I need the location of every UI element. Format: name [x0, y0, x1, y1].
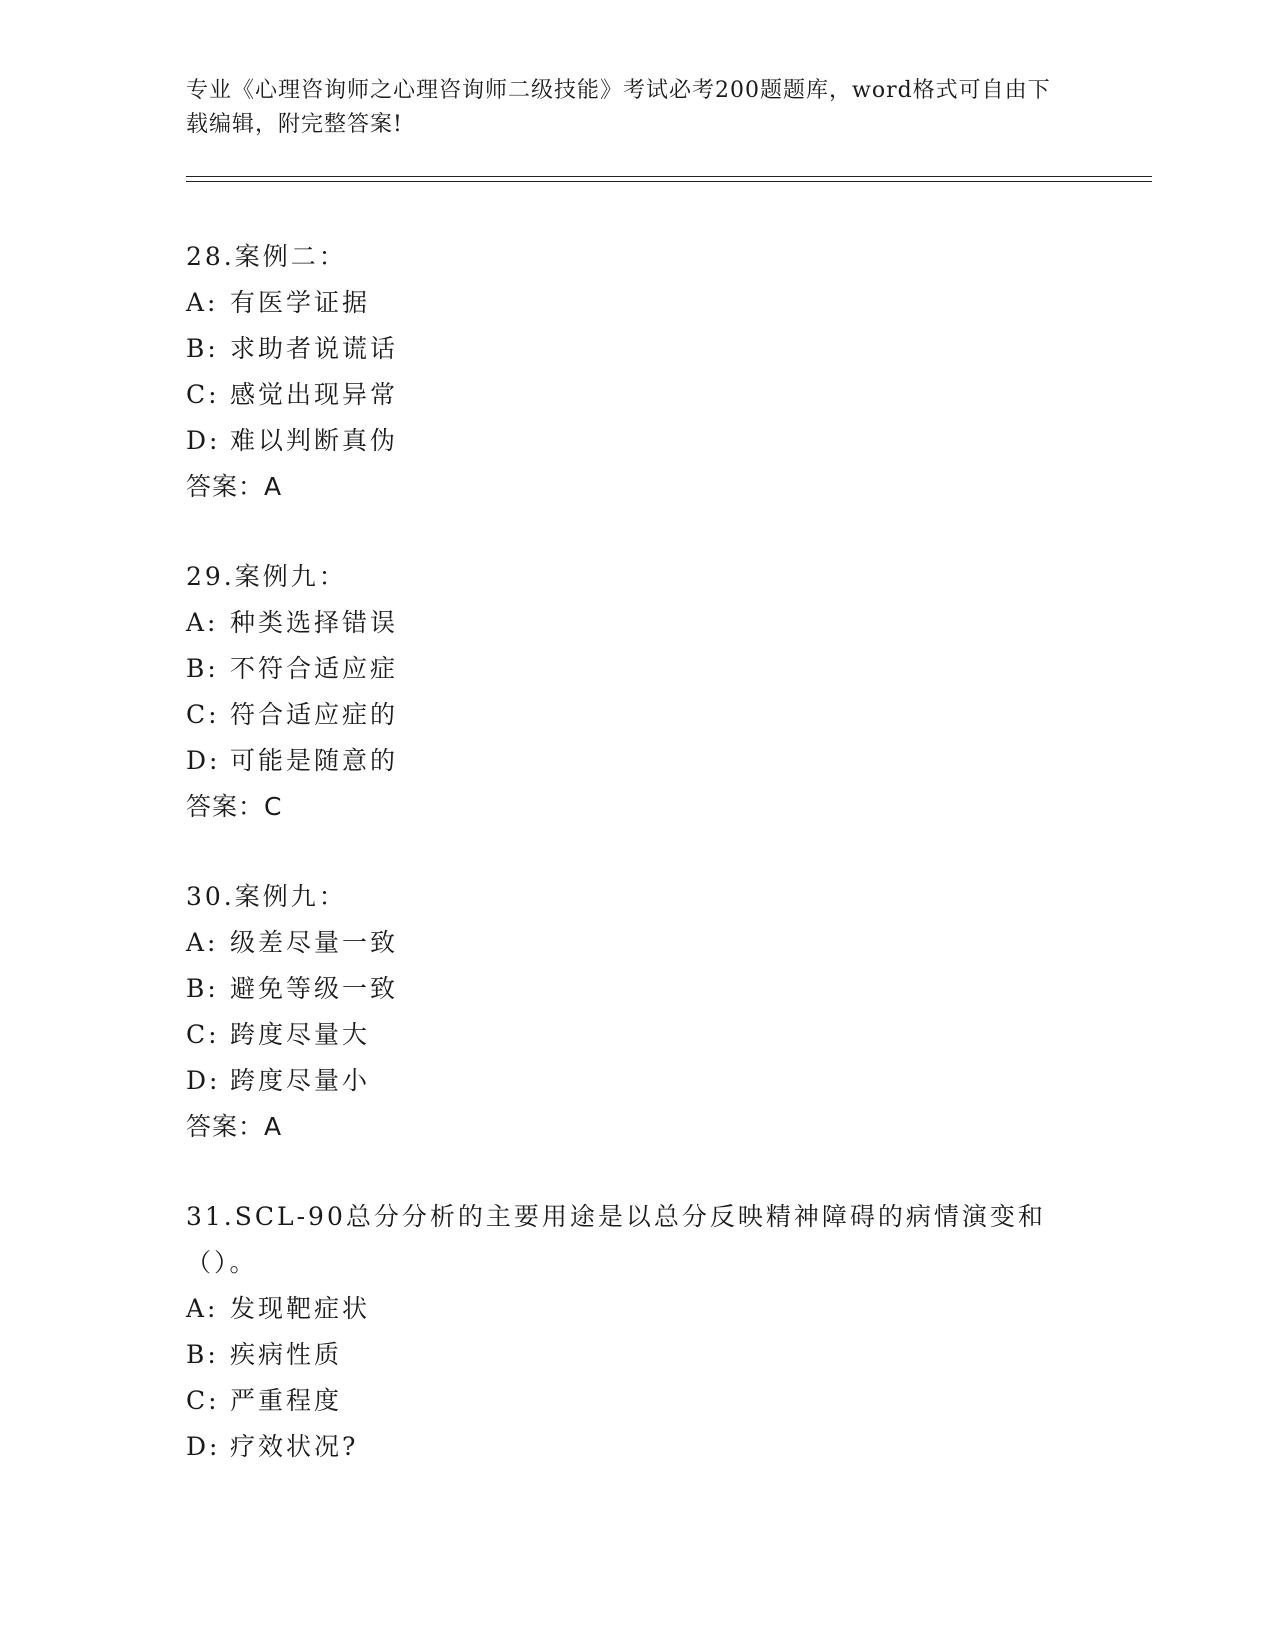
option-text: 有医学证据 — [230, 288, 371, 317]
option-a — [186, 600, 1086, 646]
option-text: 难以判断真伪 — [230, 426, 399, 455]
option-d — [186, 738, 1086, 784]
option-text: 符合适应症的 — [230, 700, 399, 729]
option-b — [186, 326, 1086, 372]
option-letter: C: — [186, 1020, 220, 1049]
question-30 — [186, 874, 1086, 1150]
option-c — [186, 1012, 1086, 1058]
option-c — [186, 692, 1086, 738]
option-text: 感觉出现异常 — [230, 380, 399, 409]
option-b — [186, 966, 1086, 1012]
option-text: 跨度尽量大 — [230, 1020, 371, 1049]
option-text: 避免等级一致 — [230, 974, 399, 1003]
option-letter: C: — [186, 700, 220, 729]
option-letter: C: — [186, 1386, 220, 1415]
header-rule-top — [186, 176, 1152, 177]
header-text: 专业《心理咨询师之心理咨询师二级技能》考试必考200题题库，word格式可自由下载编辑，附完整答案! — [186, 78, 1051, 137]
option-a — [186, 1286, 1086, 1332]
option-c — [186, 1378, 1086, 1424]
option-text: 疾病性质 — [230, 1340, 343, 1369]
option-b — [186, 1332, 1086, 1378]
option-text: 可能是随意的 — [230, 746, 399, 775]
question-31 — [186, 1194, 1086, 1470]
question-stem: 31.SCL-90总分分析的主要用途是以总分反映精神障碍的病情演变和（）。 — [186, 1202, 1046, 1277]
option-letter: A: — [186, 608, 219, 637]
option-d — [186, 1058, 1086, 1104]
option-letter: D: — [186, 1066, 221, 1095]
answer-line: 答案：A — [186, 1112, 283, 1141]
option-letter: B: — [186, 1340, 219, 1369]
option-d — [186, 1424, 1086, 1470]
question-stem: 28.案例二： — [186, 242, 347, 271]
option-letter: B: — [186, 974, 219, 1003]
question-stem: 30.案例九： — [186, 882, 347, 911]
answer-line: 答案：A — [186, 472, 283, 501]
option-b — [186, 646, 1086, 692]
option-letter: B: — [186, 334, 219, 363]
option-letter: B: — [186, 654, 219, 683]
option-text: 跨度尽量小 — [230, 1066, 371, 1095]
document-header — [186, 74, 1066, 142]
option-text: 严重程度 — [230, 1386, 343, 1415]
question-28 — [186, 234, 1086, 510]
option-letter: A: — [186, 288, 219, 317]
option-letter: A: — [186, 928, 219, 957]
option-c — [186, 372, 1086, 418]
option-letter: D: — [186, 426, 221, 455]
option-a — [186, 920, 1086, 966]
question-list — [186, 234, 1086, 1514]
option-text: 发现靶症状 — [230, 1294, 371, 1323]
header-rule-bottom — [186, 181, 1152, 182]
option-letter: C: — [186, 380, 220, 409]
option-text: 不符合适应症 — [230, 654, 399, 683]
option-a — [186, 280, 1086, 326]
answer-line: 答案：C — [186, 792, 283, 821]
question-29 — [186, 554, 1086, 830]
option-text: 疗效状况? — [230, 1432, 359, 1461]
option-letter: D: — [186, 746, 221, 775]
option-text: 种类选择错误 — [230, 608, 399, 637]
option-text: 求助者说谎话 — [230, 334, 399, 363]
option-letter: A: — [186, 1294, 219, 1323]
option-d — [186, 418, 1086, 464]
question-stem: 29.案例九： — [186, 562, 347, 591]
option-letter: D: — [186, 1432, 221, 1461]
option-text: 级差尽量一致 — [230, 928, 399, 957]
